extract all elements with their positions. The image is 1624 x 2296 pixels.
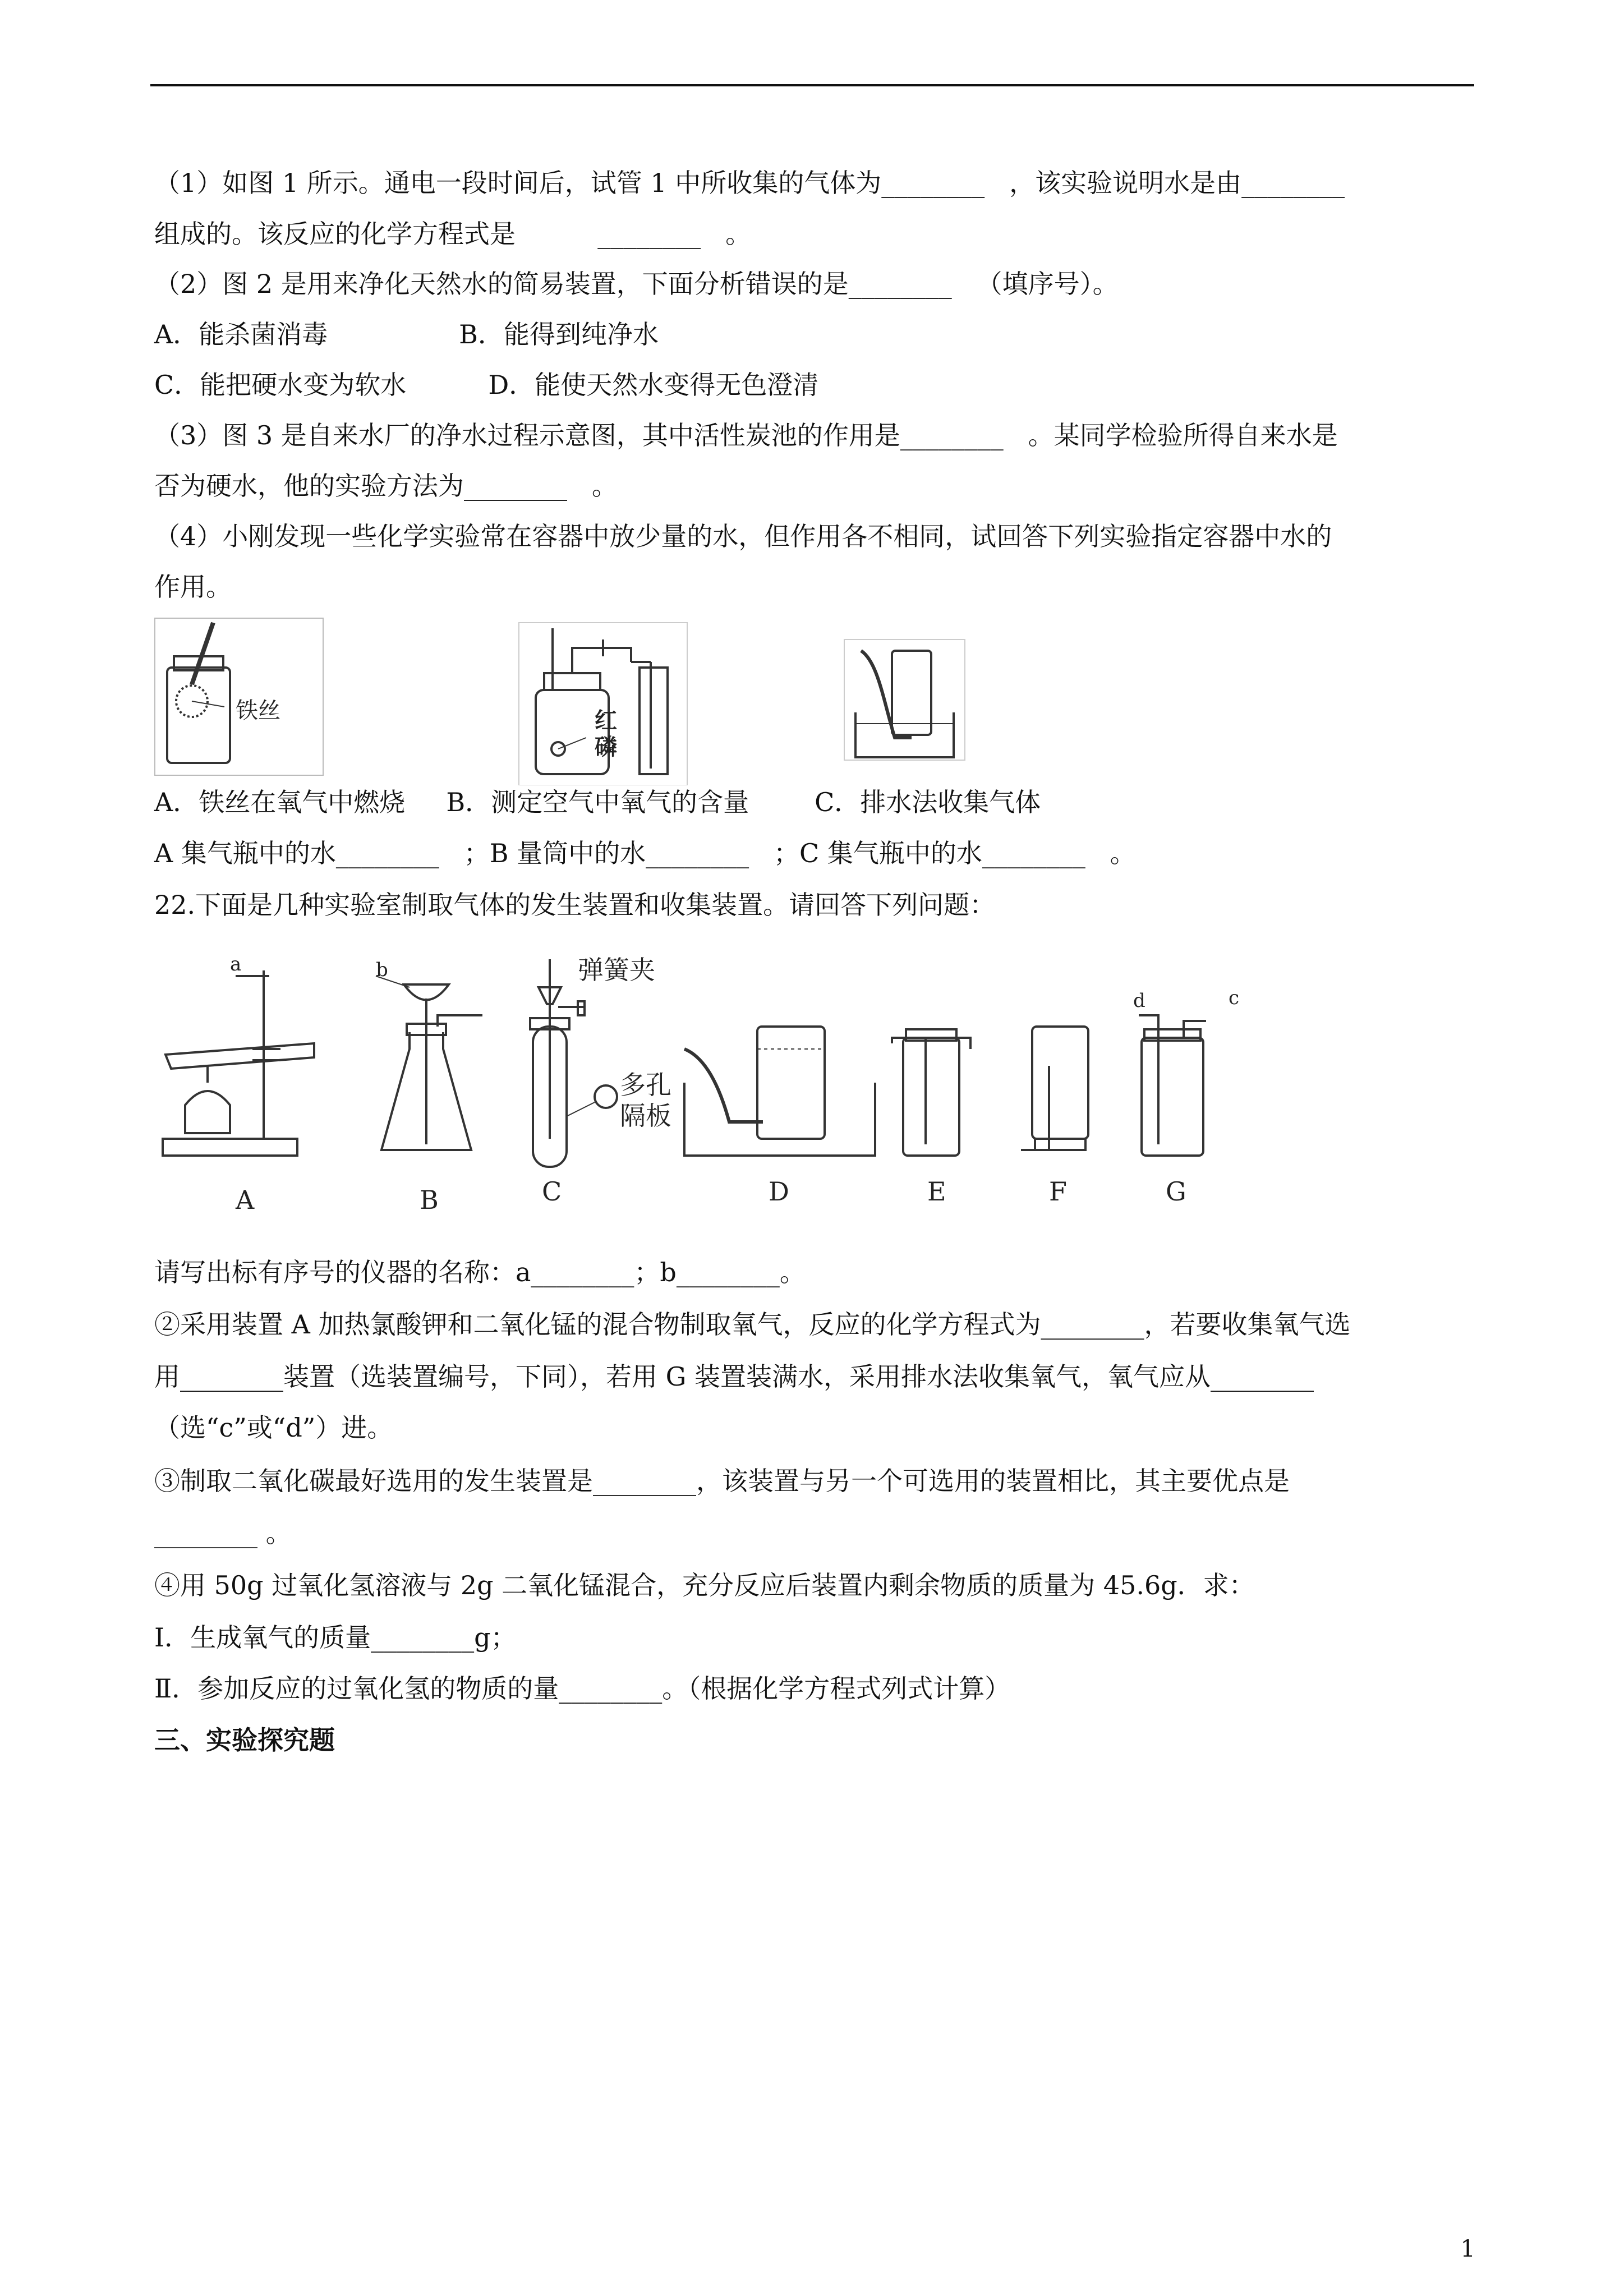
gas-apparatus-figure bbox=[151, 954, 1245, 1217]
red-phosphorus-jar bbox=[519, 623, 687, 785]
q21-2-line: （2）图 2 是用来净化天然水的简易装置，下面分析错误的是________ （填序号）。 bbox=[154, 269, 1119, 299]
apparatus-g bbox=[1139, 1015, 1206, 1156]
q22-4-part1: Ⅰ．生成氧气的质量________g； bbox=[154, 1622, 517, 1653]
label-g: G bbox=[1166, 1176, 1186, 1207]
label-e: E bbox=[927, 1176, 946, 1207]
callout-d: d bbox=[1133, 990, 1145, 1012]
q22-3-line1: ③制取二氧化碳最好选用的发生装置是________，该装置与另一个可选用的装置相比，其主要优点是 bbox=[154, 1466, 1290, 1496]
apparatus-c bbox=[530, 959, 617, 1167]
apparatus-d bbox=[684, 1027, 875, 1156]
q22-4-line1: ④用 50g 过氧化氢溶液与 2g 二氧化锰混合，充分反应后装置内剩余物质的质量为 45.6g．求： bbox=[154, 1570, 1255, 1600]
label-f: F bbox=[1049, 1176, 1067, 1207]
q21-2-options-cd: C．能把硬水变为软水 D．能使天然水变得无色澄清 bbox=[154, 370, 819, 400]
page-number: 1 bbox=[1460, 2235, 1475, 2262]
q21-3-line1: （3）图 3 是自来水厂的净水过程示意图，其中活性炭池的作用是________ 。某同学检验所得自来水是 bbox=[154, 420, 1338, 450]
q22-2-line3: （选“c”或“d”）进。 bbox=[154, 1412, 393, 1443]
spring-clip-label: 弹簧夹 bbox=[578, 955, 655, 985]
porous-plate-label-1: 多孔 bbox=[620, 1070, 671, 1100]
porous-plate-label-2: 隔板 bbox=[620, 1101, 671, 1131]
q21-4-line2: 作用。 bbox=[154, 572, 232, 602]
q21-2-options-ab: A．能杀菌消毒 B．能得到纯净水 bbox=[154, 319, 659, 349]
callout-a: a bbox=[230, 954, 242, 976]
q21-1-line1: （1）如图 1 所示。通电一段时间后，试管 1 中所收集的气体为________ ，该实验说明水是由________ bbox=[154, 168, 1345, 198]
apparatus-e bbox=[892, 1029, 970, 1156]
q21-4-captions: A．铁丝在氧气中燃烧 B．测定空气中氧气的含量 C．排水法收集气体 bbox=[154, 787, 1041, 817]
q22-stem: 22.下面是几种实验室制取气体的发生装置和收集装置。请回答下列问题： bbox=[154, 890, 996, 920]
q21-3-line2: 否为硬水，他的实验方法为________ 。 bbox=[154, 471, 618, 501]
callout-c: c bbox=[1229, 987, 1240, 1009]
apparatus-b bbox=[376, 976, 482, 1150]
q22-4-part2: Ⅱ．参加反应的过氧化氢的物质的量________。（根据化学方程式列式计算） bbox=[154, 1673, 1011, 1704]
q21-1-line2: 组成的。该反应的化学方程式是 ________ 。 bbox=[154, 219, 752, 249]
red-phosphorus-label-2: 磷 bbox=[595, 734, 617, 760]
callout-b: b bbox=[376, 959, 388, 981]
section-heading-3: 三、实验探究题 bbox=[154, 1725, 335, 1755]
label-b: B bbox=[420, 1185, 439, 1215]
q21-4-blanks: A 集气瓶中的水________ ；B 量筒中的水________ ；C 集气瓶中的水________ 。 bbox=[154, 838, 1136, 868]
q21-4-line1: （4）小刚发现一些化学实验常在容器中放少量的水，但作用各不相同，试回答下列实验指定容器中水的 bbox=[154, 521, 1332, 551]
red-phosphorus-label-1: 红 bbox=[595, 707, 617, 734]
iron-wire-label: 铁丝 bbox=[236, 698, 280, 724]
water-experiments-figure bbox=[151, 617, 1021, 785]
label-c: C bbox=[542, 1176, 562, 1207]
q22-2-line2: 用________装置（选装置编号，下同），若用 G 装置装满水，采用排水法收集氧气，氧气应从________ bbox=[154, 1361, 1314, 1392]
iron-wire-jar-diagram bbox=[167, 623, 230, 763]
apparatus-a bbox=[163, 970, 314, 1156]
label-d: D bbox=[769, 1176, 789, 1207]
red-phosphorus-apparatus bbox=[155, 618, 323, 775]
apparatus-f bbox=[1021, 1027, 1088, 1150]
q22-3-line2: ________ 。 bbox=[154, 1518, 292, 1548]
water-displacement-diagram bbox=[844, 639, 965, 760]
header-rule bbox=[150, 84, 1474, 86]
label-a: A bbox=[236, 1185, 255, 1215]
q22-2-line1: ②采用装置 A 加热氯酸钾和二氧化锰的混合物制取氧气，反应的化学方程式为________，若要收集氧气选 bbox=[154, 1309, 1351, 1340]
q22-instrument-names: 请写出标有序号的仪器的名称：a________；b________。 bbox=[154, 1257, 806, 1287]
